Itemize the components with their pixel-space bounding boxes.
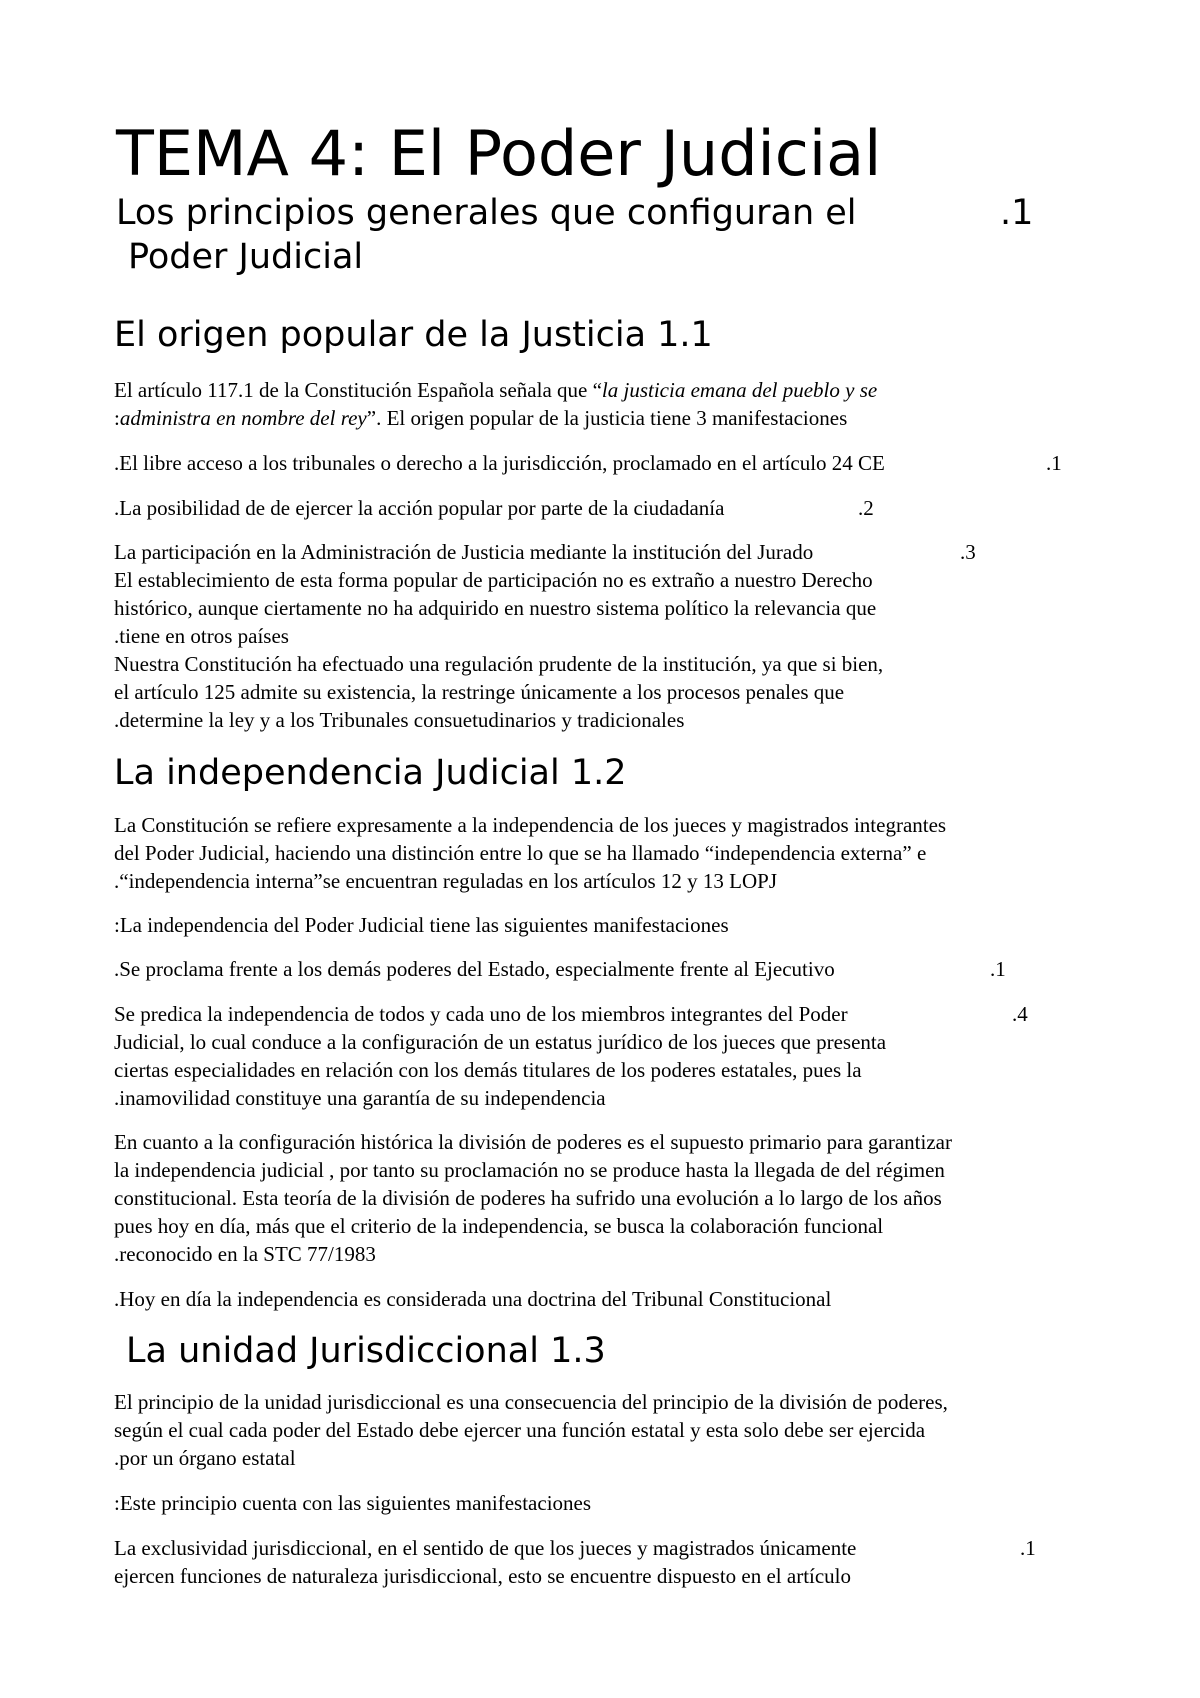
- independence-item-4-number: .4: [1012, 1002, 1028, 1026]
- unity-para-line: El principio de la unidad jurisdiccional es una consecuencia del principio de la división de poderes,: [114, 1390, 948, 1414]
- origin-item-2: .La posibilidad de de ejercer la acción popular por parte de la ciudadanía: [114, 496, 725, 520]
- jurado-para-line: .tiene en otros países: [114, 624, 289, 648]
- independence-item-4-line: Se predica la independencia de todos y cada uno de los miembros integrantes del Poder: [114, 1002, 848, 1026]
- unity-item-1-line: ejercen funciones de naturaleza jurisdiccional, esto se encuentre dispuesto en el artículo: [114, 1564, 852, 1588]
- subsection-1-2-heading: La independencia Judicial 1.2: [114, 753, 627, 793]
- origin-item-3: La participación en la Administración de Justicia mediante la institución del Jurado: [114, 540, 814, 564]
- jurado-para-line: .determine la ley y a los Tribunales consuetudinarios y tradicionales: [114, 708, 685, 732]
- jurado-para-line: Nuestra Constitución ha efectuado una regulación prudente de la institución, ya que si bien,: [114, 652, 884, 676]
- origin-item-1: .El libre acceso a los tribunales o derecho a la jurisdicción, proclamado en el artículo 24 CE: [114, 451, 885, 475]
- jurado-para-line: histórico, aunque ciertamente no ha adquirido en nuestro sistema político la relevancia que: [114, 596, 877, 620]
- history-para-line: constitucional. Esta teoría de la división de poderes ha sufrido una evolución a lo largo de los años: [114, 1186, 942, 1210]
- independence-item-1-number: .1: [990, 957, 1006, 981]
- unity-item-1-line: La exclusividad jurisdiccional, en el sentido de que los jueces y magistrados únicamente: [114, 1536, 857, 1560]
- section-1-heading-line1: Los principios generales que configuran el: [116, 193, 857, 233]
- unity-para-line: según el cual cada poder del Estado debe ejercer una función estatal y esta solo debe ser ejercida: [114, 1418, 926, 1442]
- document-title: TEMA 4: El Poder Judicial: [116, 117, 882, 190]
- history-para-line: .reconocido en la STC 77/1983: [114, 1242, 376, 1266]
- origin-item-3-number: .3: [960, 540, 976, 564]
- history-para-line: En cuanto a la configuración histórica la división de poderes es el supuesto primario para garantizar: [114, 1130, 952, 1154]
- unity-item-1-number: .1: [1020, 1536, 1036, 1560]
- origin-item-2-number: .2: [858, 496, 874, 520]
- independence-item-4-line: ciertas especialidades en relación con los demás titulares de los poderes estatales, pues la: [114, 1058, 862, 1082]
- independence-para-line: .“independencia interna”se encuentran reguladas en los artículos 12 y 13 LOPJ: [114, 869, 778, 893]
- origin-intro-line1: El artículo 117.1 de la Constitución Española señala que “la justicia emana del pueblo y se: [114, 378, 878, 402]
- independence-item-4-line: Judicial, lo cual conduce a la configuración de un estatus jurídico de los jueces que presenta: [114, 1030, 887, 1054]
- origin-intro-line2: :administra en nombre del rey”. El origen popular de la justicia tiene 3 manifestaciones: [114, 406, 848, 430]
- today-para: .Hoy en día la independencia es considerada una doctrina del Tribunal Constitucional: [114, 1287, 832, 1311]
- independence-item-4-line: .inamovilidad constituye una garantía de su independencia: [114, 1086, 606, 1110]
- history-para-line: la independencia judicial , por tanto su proclamación no se produce hasta la llegada de del régimen: [114, 1158, 945, 1182]
- subsection-1-1-heading: El origen popular de la Justicia 1.1: [114, 315, 713, 355]
- subsection-1-3-heading: La unidad Jurisdiccional 1.3: [126, 1331, 606, 1371]
- jurado-para-line: El establecimiento de esta forma popular de participación no es extraño a nuestro Derecho: [114, 568, 873, 592]
- independence-item-1: .Se proclama frente a los demás poderes del Estado, especialmente frente al Ejecutivo: [114, 957, 835, 981]
- independence-manifest-intro: :La independencia del Poder Judicial tiene las siguientes manifestaciones: [114, 913, 729, 937]
- history-para-line: pues hoy en día, más que el criterio de la independencia, se busca la colaboración funcional: [114, 1214, 884, 1238]
- jurado-para-line: el artículo 125 admite su existencia, la restringe únicamente a los procesos penales que: [114, 680, 845, 704]
- unity-manifest-intro: :Este principio cuenta con las siguientes manifestaciones: [114, 1491, 592, 1515]
- unity-para-line: .por un órgano estatal: [114, 1446, 296, 1470]
- section-1-heading-line2: Poder Judicial: [128, 237, 364, 277]
- origin-item-1-number: .1: [1046, 451, 1062, 475]
- independence-para-line: La Constitución se refiere expresamente a la independencia de los jueces y magistrados integrantes: [114, 813, 947, 837]
- independence-para-line: del Poder Judicial, haciendo una distinción entre lo que se ha llamado “independencia externa” e: [114, 841, 927, 865]
- section-1-heading-number: .1: [1000, 193, 1034, 233]
